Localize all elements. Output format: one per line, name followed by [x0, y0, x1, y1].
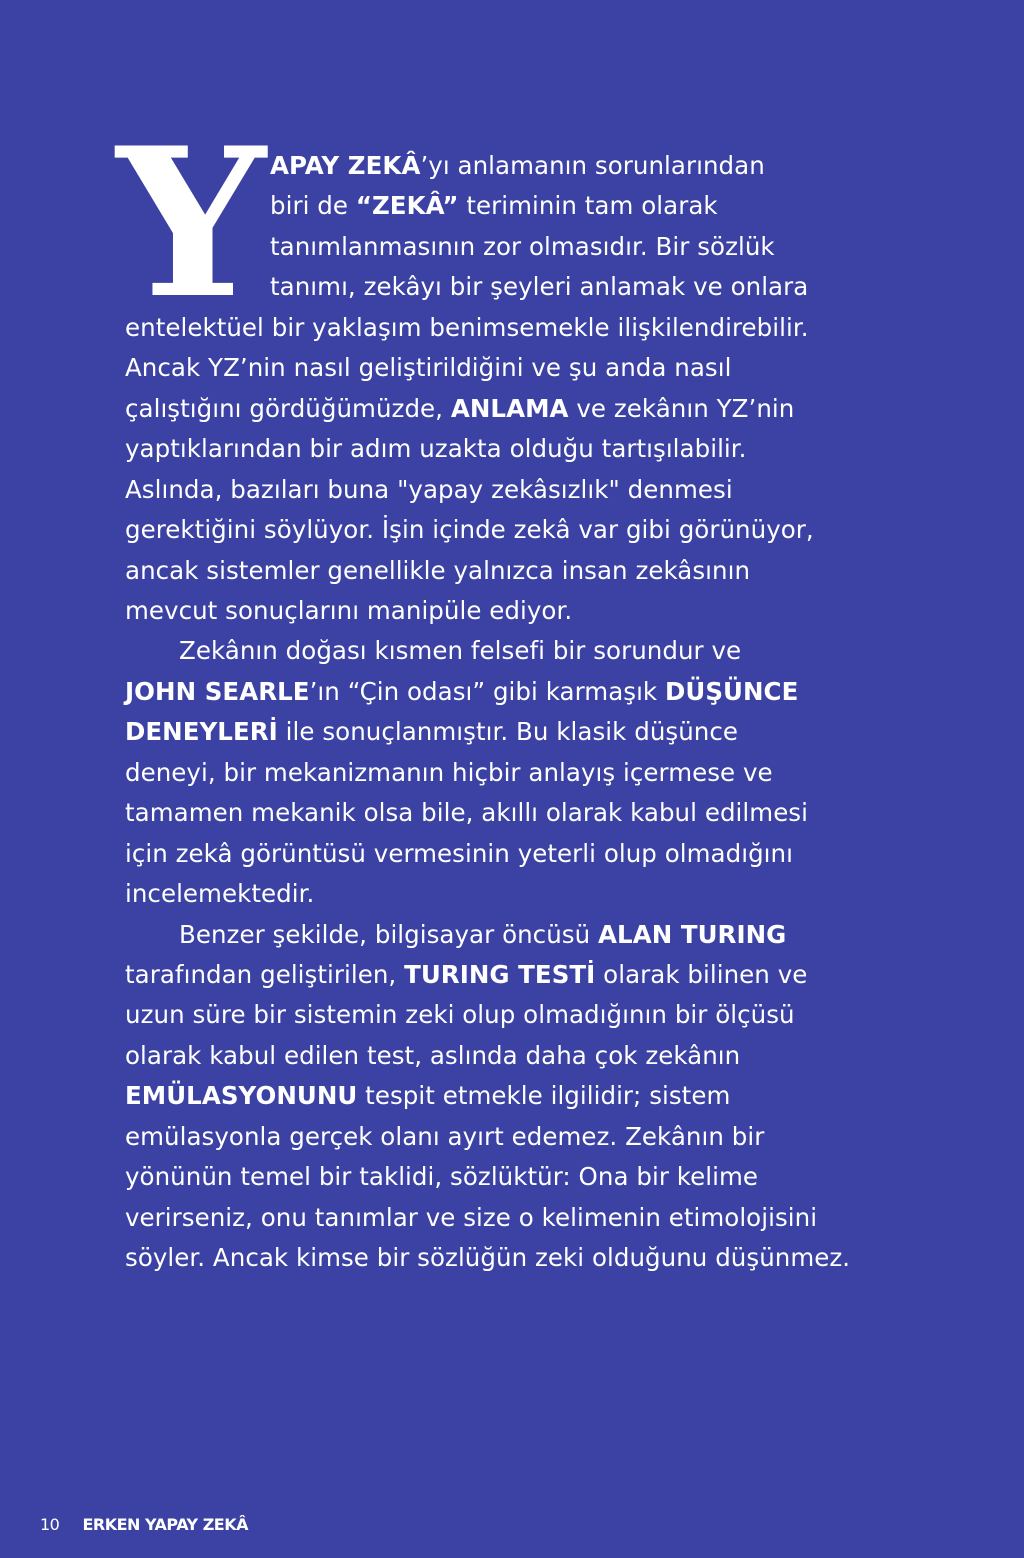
- text-run: için zekâ görüntüsü vermesinin yeterli olup olmadığını: [125, 838, 793, 868]
- text-line: [270, 227, 775, 267]
- bold-term: “ZEKÂ”: [355, 191, 459, 221]
- bold-term: EMÜLASYONUNU: [125, 1081, 358, 1111]
- text-run: biri de: [270, 191, 356, 221]
- text-run: ile sonuçlanmıştır. Bu klasik düşünce: [277, 717, 739, 747]
- text-run: ’ın “Çin odası” gibi karmaşık: [309, 676, 666, 706]
- text-run: deneyi, bir mekanizmanın hiçbir anlayış içermese ve: [125, 757, 773, 787]
- text-run: tanımı, zekâyı bir şeyleri anlamak ve onlara: [270, 272, 809, 302]
- text-line: [125, 712, 738, 752]
- text-line: [125, 753, 773, 793]
- text-line: [125, 510, 814, 550]
- text-line: [125, 470, 733, 510]
- bold-term: ALAN TURING: [598, 919, 787, 949]
- text-line: [125, 551, 750, 591]
- text-run: tamamen mekanik olsa bile, akıllı olarak kabul edilmesi: [125, 798, 808, 828]
- text-run: söyler. Ancak kimse bir sözlüğün zeki olduğunu düşünmez.: [125, 1243, 851, 1273]
- drop-cap: Y: [116, 104, 260, 344]
- text-run: olarak bilinen ve: [595, 960, 808, 989]
- page-footer: [40, 1512, 248, 1538]
- text-run: olarak kabul edilen test, aslında daha çok zekânın: [125, 1040, 741, 1070]
- bold-term: ANLAMA: [450, 393, 569, 423]
- text-line: [125, 793, 808, 833]
- running-title: ERKEN YAPAY ZEKÂ: [82, 1515, 249, 1534]
- text-line: [125, 389, 794, 429]
- bold-term: DÜŞÜNCE: [665, 676, 799, 706]
- text-run: tarafından geliştirilen,: [125, 960, 405, 989]
- text-run: uzun süre bir sistemin zeki olup olmadığının bir ölçüsü: [125, 1000, 795, 1030]
- text-run: emülasyonla gerçek olanı ayırt edemez. Zekânın bir: [125, 1121, 765, 1151]
- text-line: [125, 1238, 850, 1278]
- bold-term: APAY ZEKÂ: [270, 151, 421, 180]
- bold-term: JOHN SEARLE: [125, 676, 310, 706]
- text-run: yönünün temel bir taklidi, sözlüktür: Ona bir kelime: [125, 1162, 759, 1192]
- text-line: [125, 672, 798, 712]
- text-run: incelemektedir.: [125, 879, 315, 909]
- text-line: [179, 915, 786, 955]
- text-run: ve zekânın YZ’nin: [568, 393, 795, 423]
- text-line: [270, 146, 765, 186]
- page-number: 10: [40, 1515, 60, 1534]
- text-run: Ancak YZ’nin nasıl geliştirildiğini ve şu anda nasıl: [125, 353, 732, 383]
- text-line: [125, 1076, 730, 1116]
- text-line: [125, 874, 314, 914]
- text-line: [179, 631, 741, 671]
- text-run: mevcut sonuçlarını manipüle ediyor.: [125, 595, 573, 625]
- bold-term: TURING TESTİ: [404, 960, 596, 989]
- text-run: tespit etmekle ilgilidir; sistem: [357, 1081, 731, 1111]
- text-run: Zekânın doğası kısmen felsefi bir sorundur ve: [179, 636, 742, 666]
- text-run: teriminin tam olarak: [458, 191, 718, 221]
- text-run: yaptıklarından bir adım uzakta olduğu tartışılabilir.: [125, 434, 747, 464]
- text-line: [125, 591, 572, 631]
- text-run: ’yı anlamanın sorunlarından: [420, 151, 765, 180]
- text-line: [125, 1198, 817, 1238]
- text-line: [125, 1117, 764, 1157]
- text-run: ancak sistemler genellikle yalnızca insan zekâsının: [125, 555, 751, 585]
- text-run: entelektüel bir yaklaşım benimsemekle ilişkilendirebilir.: [125, 312, 809, 342]
- text-line: [125, 348, 731, 388]
- text-run: gerektiğini söylüyor. İşin içinde zekâ var gibi görünüyor,: [125, 515, 814, 545]
- text-line: [125, 834, 793, 874]
- bold-term: DENEYLERİ: [125, 717, 278, 747]
- text-line: [125, 429, 747, 469]
- text-line: [270, 186, 718, 226]
- text-line: [125, 995, 795, 1035]
- text-run: Benzer şekilde, bilgisayar öncüsü: [179, 919, 599, 949]
- text-line: [270, 267, 808, 307]
- text-line: [125, 308, 809, 348]
- text-line: [125, 1036, 740, 1076]
- text-line: [125, 1157, 758, 1197]
- text-run: verirseniz, onu tanımlar ve size o kelimenin etimolojisini: [125, 1202, 818, 1232]
- text-line: [125, 955, 807, 995]
- text-run: Aslında, bazıları buna "yapay zekâsızlık" denmesi: [125, 474, 733, 504]
- text-run: tanımlanmasının zor olmasıdır. Bir sözlük: [270, 231, 775, 261]
- text-run: çalıştığını gördüğümüzde,: [125, 393, 451, 423]
